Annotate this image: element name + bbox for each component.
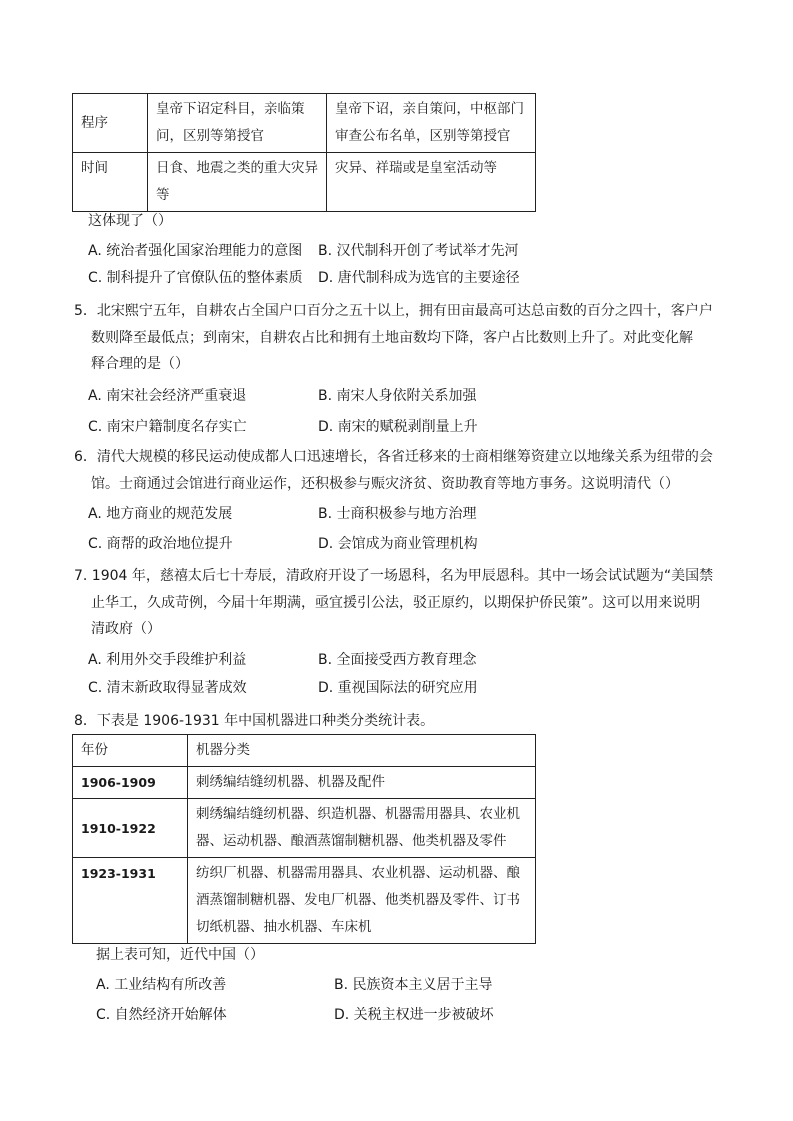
q7-option-d[interactable]: D. 重视国际法的研究应用 [318,680,478,696]
question-7-stem: 7. 1904 年，慈禧太后七十寿辰，清政府开设了一场恩科，名为甲辰恩科。其中一场会试试题为“美国禁 [74,568,714,584]
column-header-year: 年份 [73,735,188,767]
table-cell: 灾异、祥瑞或是皇室活动等 [327,153,536,212]
question-8-stem-tail: 据上表可知，近代中国（） [96,947,264,963]
year-cell: 1923-1931 [73,858,188,944]
question-4-stem-tail: 这体现了（） [88,213,172,229]
table-row [73,767,536,799]
table-cell: 皇帝下诏，亲自策问，中枢部门审查公布名单，区别等第授官 [327,94,536,153]
question-5-stem: 数则降至最低点；到南宋，自耕农占比和拥有土地亩数均下降，客户占比数则上升了。对此变化解 [91,330,693,346]
q6-option-d[interactable]: D. 会馆成为商业管理机构 [318,536,478,552]
table-cell: 皇帝下诏定科目，亲临策问，区别等第授官 [148,94,327,153]
category-cell: 刺绣编结缝纫机器、织造机器、机器需用器具、农业机器、运动机器、酿酒蒸馏制糖机器、他类机器及零件 [188,799,536,858]
q6-option-c[interactable]: C. 商帮的政治地位提升 [88,536,233,552]
category-cell: 刺绣编结缝纫机器、机器及配件 [188,767,536,799]
q4-option-b[interactable]: B. 汉代制科开创了考试举才先河 [318,243,519,259]
table-row [73,799,536,858]
table-header-row [73,735,536,767]
table-row [73,153,536,212]
q8-option-a[interactable]: A. 工业结构有所改善 [96,977,227,993]
q7-option-a[interactable]: A. 利用外交手段维护利益 [88,652,247,668]
row-label: 程序 [73,94,148,153]
table-row [73,94,536,153]
q5-option-b[interactable]: B. 南宋人身依附关系加强 [318,388,477,404]
q6-option-a[interactable]: A. 地方商业的规范发展 [88,506,233,522]
q8-option-c[interactable]: C. 自然经济开始解体 [96,1007,227,1023]
q4-option-d[interactable]: D. 唐代制科成为选官的主要途径 [318,270,520,286]
comparison-table [72,93,536,212]
column-header-category: 机器分类 [188,735,536,767]
machine-import-table [72,734,536,944]
q5-option-c[interactable]: C. 南宋户籍制度名存实亡 [88,419,247,435]
question-5-stem: 释合理的是（） [91,356,189,372]
table-row [73,858,536,944]
q5-option-d[interactable]: D. 南宋的赋税剥削量上升 [318,419,478,435]
table-cell: 日食、地震之类的重大灾异等 [148,153,327,212]
category-cell: 纺织厂机器、机器需用器具、农业机器、运动机器、酿酒蒸馏制糖机器、发电厂机器、他类机器及零件、订书切纸机器、抽水机器、车床机 [188,858,536,944]
q8-option-d[interactable]: D. 关税主权进一步被破坏 [334,1007,494,1023]
q7-option-b[interactable]: B. 全面接受西方教育理念 [318,652,477,668]
year-cell: 1906-1909 [73,767,188,799]
q4-option-a[interactable]: A. 统治者强化国家治理能力的意图 [88,243,303,259]
q6-option-b[interactable]: B. 士商积极参与地方治理 [318,506,477,522]
q7-option-c[interactable]: C. 清末新政取得显著成效 [88,680,247,696]
row-label: 时间 [73,153,148,212]
year-cell: 1910-1922 [73,799,188,858]
question-7-stem: 清政府（） [91,621,161,637]
question-6-stem: 6．清代大规模的移民运动使成都人口迅速增长，各省迁移来的士商相继筹资建立以地缘关系为纽带的会 [74,449,713,465]
question-5-stem: 5．北宋熙宁五年，自耕农占全国户口百分之五十以上，拥有田亩最高可达总亩数的百分之四十，客户户 [74,303,713,319]
q8-option-b[interactable]: B. 民族资本主义居于主导 [334,977,493,993]
question-7-stem: 止华工，久成苛例，今届十年期满，亟宜援引公法，驳正原约，以期保护侨民策”。这可以用来说明 [91,595,701,611]
question-8-stem: 8．下表是 1906-1931 年中国机器进口种类分类统计表。 [74,713,435,729]
q5-option-a[interactable]: A. 南宋社会经济严重衰退 [88,388,247,404]
q4-option-c[interactable]: C. 制科提升了官僚队伍的整体素质 [88,270,303,286]
question-6-stem: 馆。士商通过会馆进行商业运作，还积极参与赈灾济贫、资助教育等地方事务。这说明清代（） [91,476,679,492]
